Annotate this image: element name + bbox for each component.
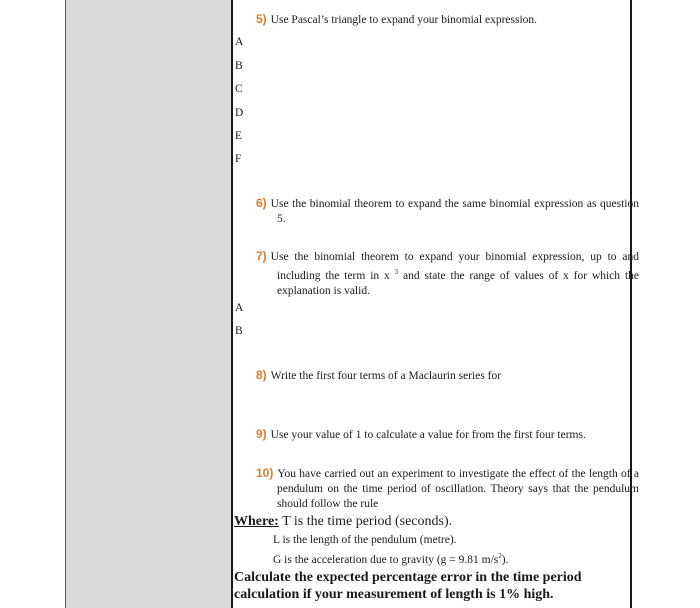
- question-10: [256, 466, 639, 512]
- g-definition-text: G is the acceleration due to gravity (g = 9.81 m/s: [273, 553, 499, 566]
- question-text: Use Pascal’s triangle to expand your binomial expression.: [270, 14, 538, 26]
- option-letter: A: [235, 36, 244, 48]
- question-number: 10): [256, 466, 274, 480]
- question-number: 6): [256, 196, 267, 210]
- question-number: 9): [256, 427, 267, 441]
- left-margin-panel: [65, 0, 232, 608]
- question-number: 8): [256, 368, 267, 382]
- question-5: [256, 12, 628, 28]
- exponent: 2: [498, 552, 502, 560]
- question-text-continued: and state the range of values of x for which the explanation is valid.: [277, 269, 639, 297]
- question-number: 5): [256, 12, 267, 26]
- g-definition: [273, 552, 508, 566]
- l-definition: L is the length of the pendulum (metre).: [273, 534, 457, 546]
- exponent: 3: [394, 268, 399, 276]
- option-letter: E: [235, 130, 243, 142]
- option-letter: A: [235, 302, 244, 314]
- question-number: 7): [256, 249, 267, 263]
- where-label: Where:: [234, 514, 279, 529]
- option-letter: F: [235, 153, 242, 165]
- final-instruction: Calculate the expected percentage error in the time period calculation if your measurement of length is 1% high.: [234, 570, 582, 602]
- option-letter: B: [235, 60, 243, 72]
- option-letter: C: [235, 83, 243, 95]
- option-letter: D: [235, 107, 244, 119]
- where-line: [234, 514, 452, 530]
- right-border: [630, 0, 632, 608]
- question-9: [256, 427, 628, 443]
- t-definition: T is the time period (seconds).: [278, 514, 453, 529]
- question-text: You have carried out an experiment to investigate the effect of the length of a pendulum on the time period of oscillation. Theory says that the pendulum should follow the rule: [277, 468, 639, 510]
- g-definition-end: ).: [501, 553, 509, 566]
- question-text: Use the binomial theorem to expand the same binomial expression as question 5.: [270, 198, 639, 225]
- question-text: Use the binomial theorem to expand your binomial expression, up to and including the term in x: [270, 251, 639, 282]
- question-7: [256, 249, 639, 299]
- option-letter: B: [235, 325, 243, 337]
- question-6: [256, 196, 639, 227]
- column-divider: [231, 0, 233, 608]
- question-8: [256, 368, 628, 384]
- question-text: Write the first four terms of a Maclaurin series for: [270, 370, 502, 382]
- question-text: Use your value of 1 to calculate a value for from the first four terms.: [270, 429, 586, 441]
